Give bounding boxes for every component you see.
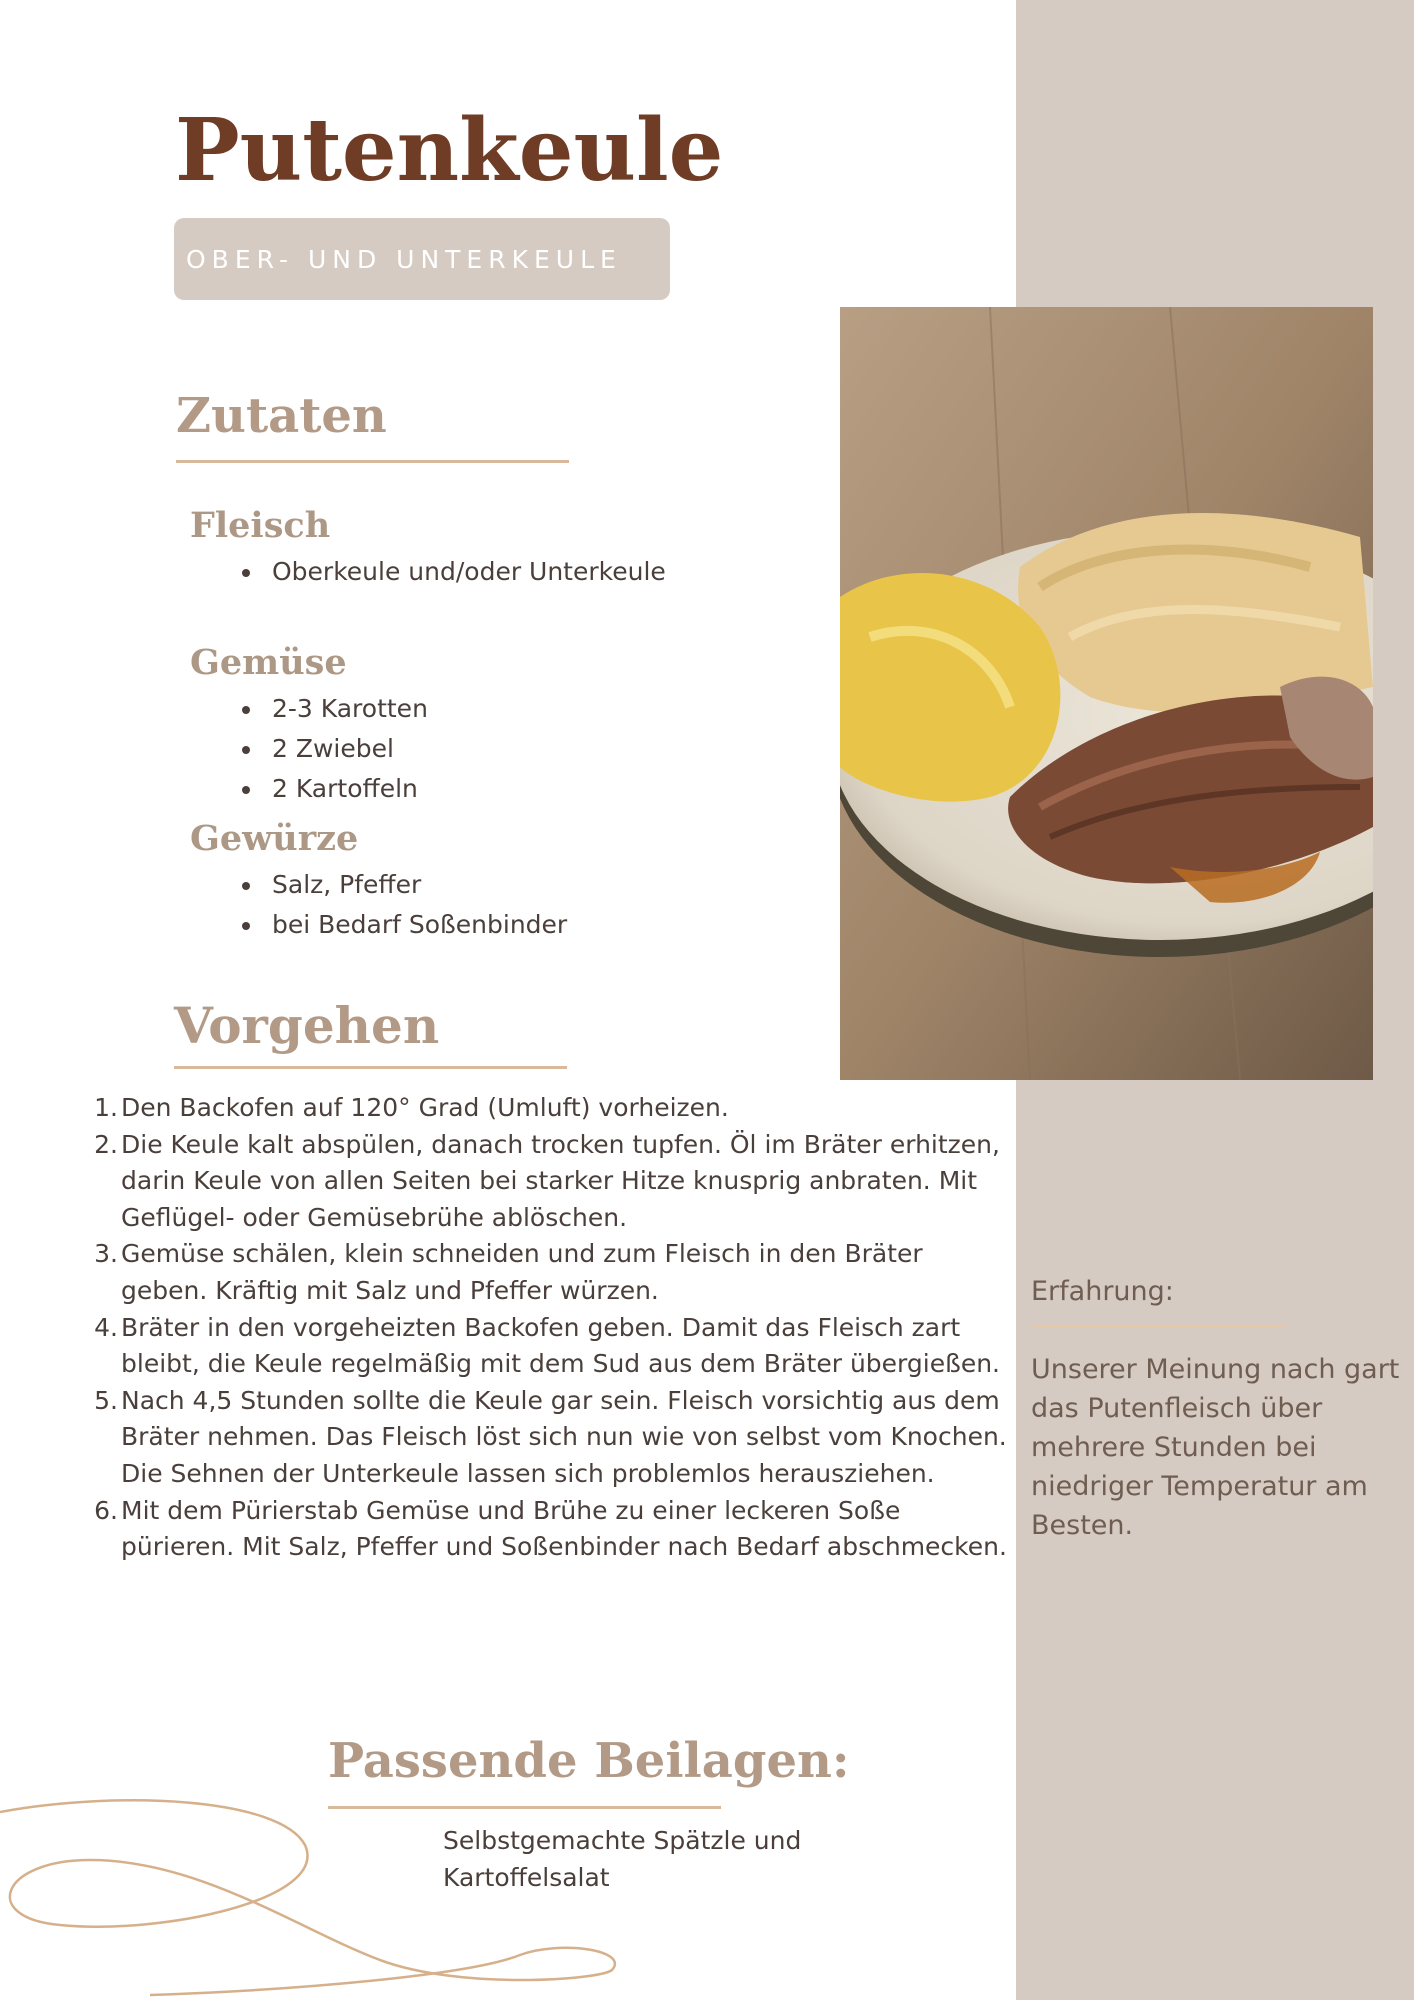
plate-photo-icon — [840, 307, 1373, 1080]
step-item — [90, 1236, 1010, 1309]
list-item: 2-3 Karotten — [240, 689, 428, 729]
sides-text: Selbstgemachte Spätzle und Kartoffelsalat — [443, 1826, 802, 1892]
sides-rule — [328, 1806, 721, 1809]
recipe-title: Putenkeule — [175, 100, 724, 201]
list-item: 2 Kartoffeln — [240, 769, 428, 809]
list-gewuerze — [240, 865, 567, 945]
ingredients-heading: Zutaten — [176, 388, 387, 444]
subtitle-badge — [174, 218, 670, 300]
sides-heading: Passende Beilagen: — [328, 1733, 850, 1789]
step-item — [90, 1310, 1010, 1383]
step-text: Mit dem Pürierstab Gemüse und Brühe zu einer leckeren Soße pürieren. Mit Salz, Pfeffer und Soßenbinder nach Bedarf abschmecken. — [121, 1495, 1007, 1562]
step-item — [90, 1127, 1010, 1237]
group-heading-gewuerze: Gewürze — [190, 818, 359, 859]
ingredients-rule — [176, 460, 569, 463]
method-heading: Vorgehen — [174, 996, 440, 1055]
list-gemuese — [240, 689, 428, 809]
method-steps — [90, 1090, 1010, 1566]
list-item: bei Bedarf Soßenbinder — [240, 905, 567, 945]
list-item: Oberkeule und/oder Unterkeule — [240, 552, 666, 592]
list-item: 2 Zwiebel — [240, 729, 428, 769]
step-text: Bräter in den vorgeheizten Backofen geben. Damit das Fleisch zart bleibt, die Keule regelmäßig mit dem Sud aus dem Bräter übergießen. — [121, 1312, 1001, 1379]
step-number: 2. — [94, 1129, 118, 1159]
step-number: 1. — [94, 1093, 118, 1122]
group-heading-fleisch: Fleisch — [190, 505, 331, 546]
step-item — [90, 1090, 1010, 1127]
step-item — [90, 1383, 1010, 1493]
step-text: Gemüse schälen, klein schneiden und zum Fleisch in den Bräter geben. Kräftig mit Salz und Pfeffer würzen. — [121, 1239, 923, 1305]
step-number: 4. — [94, 1312, 118, 1342]
step-text: Den Backofen auf 120° Grad (Umluft) vorheizen. — [121, 1093, 729, 1122]
step-number: 5. — [94, 1385, 118, 1415]
step-text: Die Keule kalt abspülen, danach trocken tupfen. Öl im Bräter erhitzen, darin Keule von allen Seiten bei starker Hitze knusprig anbraten. Mit Geflügel- oder Gemüsebrühe ablöschen. — [121, 1129, 1000, 1232]
subtitle-text: OBER- UND UNTERKEULE — [186, 244, 622, 274]
experience-label: Erfahrung: — [1031, 1276, 1174, 1307]
experience-rule — [1031, 1325, 1286, 1328]
step-number: 6. — [94, 1495, 118, 1525]
group-heading-gemuese: Gemüse — [190, 642, 347, 683]
method-rule — [174, 1066, 567, 1069]
step-text: Nach 4,5 Stunden sollte die Keule gar sein. Fleisch vorsichtig aus dem Bräter nehmen. Das Fleisch löst sich nun wie von selbst vom Knochen. Die Sehnen der Unterkeule lassen sich problemlos herausziehen. — [121, 1385, 1007, 1488]
step-number: 3. — [94, 1239, 118, 1269]
step-item — [90, 1493, 1010, 1566]
dish-photo — [840, 307, 1373, 1080]
experience-text: Unserer Meinung nach gart das Putenfleisch über mehrere Stunden bei niedriger Temperatur am Besten. — [1031, 1354, 1400, 1541]
list-item: Salz, Pfeffer — [240, 865, 567, 905]
list-fleisch — [240, 552, 666, 592]
